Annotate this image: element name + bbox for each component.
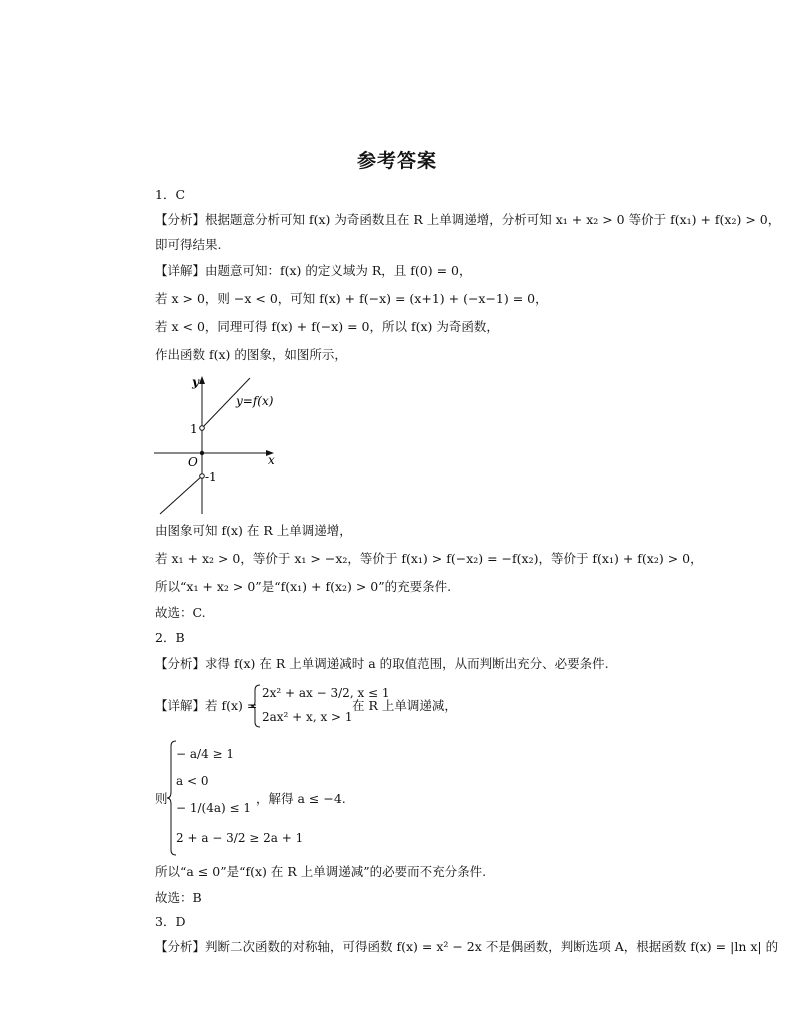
q2-answer: 故选：B bbox=[155, 890, 202, 905]
q2-cond-4: 2 + a − 3/2 ≥ 2a + 1 bbox=[176, 831, 304, 845]
q2-cond-3: − 1/(4a) ≤ 1 bbox=[176, 801, 252, 815]
q2-piece-1: 2x² + ax − 3/2, x ≤ 1 bbox=[262, 686, 390, 700]
q2-detail-prefix: 【详解】若 f(x) = bbox=[155, 698, 258, 713]
q2-analysis: 【分析】求得 f(x) 在 R 上单调递减时 a 的取值范围，从而判断出充分、必要条件. bbox=[155, 656, 609, 671]
q1-detail-3: 若 x < 0，同理可得 f(x) + f(−x) = 0，所以 f(x) 为奇函数， bbox=[155, 319, 499, 334]
origin-point bbox=[200, 451, 204, 455]
q2-cond-1: − a/4 ≥ 1 bbox=[176, 747, 235, 761]
q2-then: 则 bbox=[155, 791, 168, 806]
curve-label: y=f(x) bbox=[236, 394, 274, 408]
q1-answer: 故选：C. bbox=[155, 605, 206, 620]
origin-label: O bbox=[188, 455, 198, 469]
q3-number: 3．D bbox=[155, 914, 186, 929]
open-point-upper bbox=[200, 426, 205, 431]
y-axis-arrow bbox=[199, 376, 205, 384]
q1-detail-4: 作出函数 f(x) 的图象，如图所示， bbox=[155, 347, 347, 362]
q2-solve: ，解得 a ≤ −4. bbox=[256, 791, 346, 806]
function-graph bbox=[150, 372, 290, 517]
q1-number: 1．C bbox=[155, 187, 186, 202]
q3-analysis: 【分析】判断二次函数的对称轴，可得函数 f(x) = x² − 2x 不是偶函数，判断选项 A，根据函数 f(x) = |ln x| 的 bbox=[155, 939, 779, 954]
q1-after-3: 所以“x₁ + x₂ > 0”是“f(x₁) + f(x₂) > 0”的充要条件. bbox=[155, 579, 452, 594]
q1-detail-2: 若 x > 0，则 −x < 0，可知 f(x) + f(−x) = (x+1) + (−x−1) = 0， bbox=[155, 291, 548, 306]
q1-detail-1: 【详解】由题意可知：f(x) 的定义域为 R，且 f(0) = 0， bbox=[155, 263, 472, 278]
x-axis-label: x bbox=[268, 453, 275, 467]
lower-branch bbox=[160, 476, 202, 514]
tick-label-1: 1 bbox=[190, 422, 198, 436]
q1-analysis: 【分析】根据题意分析可知 f(x) 为奇函数且在 R 上单调递增，分析可知 x₁ + x₂ > 0 等价于 f(x₁) + f(x₂) > 0， bbox=[155, 212, 781, 227]
page-title: 参考答案 bbox=[356, 150, 437, 172]
q1-after-1: 由图象可知 f(x) 在 R 上单调递增， bbox=[155, 523, 352, 538]
piecewise-brace bbox=[250, 684, 262, 728]
q2-cond-2: a < 0 bbox=[176, 774, 209, 788]
q2-number: 2．B bbox=[155, 630, 185, 645]
q2-conclusion: 所以“a ≤ 0”是“f(x) 在 R 上单调递减”的必要而不充分条件. bbox=[155, 864, 487, 879]
q2-piece-2: 2ax² + x, x > 1 bbox=[262, 710, 353, 724]
open-point-lower bbox=[200, 474, 205, 479]
y-axis-label: y bbox=[192, 375, 199, 389]
q1-analysis-cont: 即可得结果. bbox=[155, 237, 222, 252]
tick-label-neg1: -1 bbox=[205, 470, 217, 484]
q2-detail-suffix: 在 R 上单调递减， bbox=[352, 698, 457, 713]
q1-after-2: 若 x₁ + x₂ > 0，等价于 x₁ > −x₂，等价于 f(x₁) > f(−x₂) = −f(x₂)，等价于 f(x₁) + f(x₂) > 0， bbox=[155, 551, 703, 566]
